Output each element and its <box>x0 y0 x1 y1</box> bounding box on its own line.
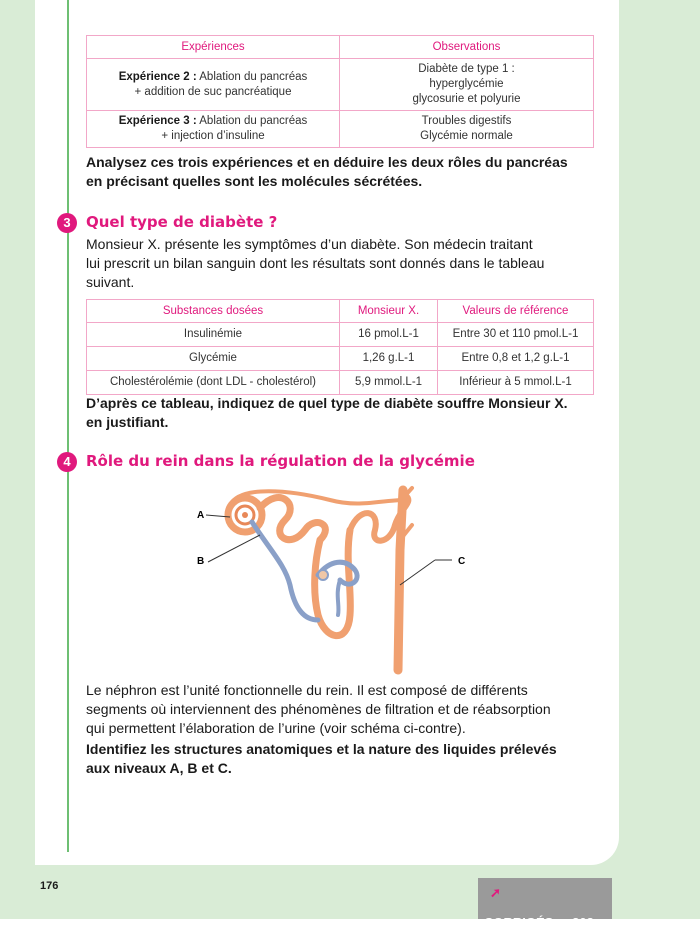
table-cell: Entre 30 et 110 pmol.L-1 <box>438 323 594 347</box>
column-header: Monsieur X. <box>340 300 438 323</box>
blood-vessel <box>252 522 357 620</box>
table-row <box>87 111 594 148</box>
question-3 <box>86 740 601 778</box>
label-b: B <box>197 556 205 567</box>
question-1 <box>86 153 601 191</box>
table-cell <box>340 59 594 111</box>
column-header: Expériences <box>87 36 340 59</box>
label-c: C <box>458 556 466 567</box>
column-header: Substances dosées <box>87 300 340 323</box>
column-header: Valeurs de référence <box>438 300 594 323</box>
paragraph-line: lui prescrit un bilan sanguin dont les résultats sont donnés dans le tableau <box>86 255 545 271</box>
table-cell <box>340 111 594 148</box>
corriges-link[interactable] <box>478 878 612 930</box>
cell-text: + injection d’insuline <box>161 130 265 142</box>
question-line: Analysez ces trois expériences et en déduire les deux rôles du pancréas <box>86 154 568 170</box>
experience-label: Expérience 3 : <box>118 115 197 127</box>
table-cell: 16 pmol.L-1 <box>340 323 438 347</box>
section-title: Rôle du rein dans la régulation de la glycémie <box>86 452 475 470</box>
table-cell: 1,26 g.L-1 <box>340 347 438 371</box>
cell-text: hyperglycémie <box>429 78 504 90</box>
table-row <box>87 323 594 347</box>
section-3-intro <box>86 235 601 292</box>
table-row <box>87 347 594 371</box>
cell-text: Troubles digestifs <box>421 115 512 127</box>
arrow-icon: ➚ <box>490 885 501 900</box>
section-number-badge: 3 <box>57 213 77 233</box>
cell-text: Glycémie normale <box>420 130 513 142</box>
column-header: Observations <box>340 36 594 59</box>
cell-text: Ablation du pancréas <box>196 70 308 83</box>
question-line: en justifiant. <box>86 414 169 430</box>
question-line: Identifiez les structures anatomiques et la nature des liquides prélevés <box>86 741 557 757</box>
section-4-text <box>86 681 601 738</box>
table-row <box>87 371 594 395</box>
experience-label: Expérience 2 : <box>118 70 197 83</box>
table-cell: 5,9 mmol.L-1 <box>340 371 438 395</box>
table-cell <box>87 111 340 148</box>
label-a: A <box>197 510 205 521</box>
table-cell: Cholestérolémie (dont LDL - cholestérol) <box>87 371 340 395</box>
paragraph-line: segments où interviennent des phénomènes de filtration et de réabsorption <box>86 701 551 717</box>
cell-text: glycosurie et polyurie <box>412 93 521 105</box>
paragraph-line: Le néphron est l’unité fonctionnelle du rein. Il est composé de différents <box>86 682 528 698</box>
paragraph-line: suivant. <box>86 274 135 290</box>
nephron-diagram <box>190 480 480 680</box>
paragraph-line: Monsieur X. présente les symptômes d’un diabète. Son médecin traitant <box>86 236 533 252</box>
table-cell: Entre 0,8 et 1,2 g.L-1 <box>438 347 594 371</box>
question-line: D’après ce tableau, indiquez de quel type de diabète souffre Monsieur X. <box>86 395 568 411</box>
question-line: en précisant quelles sont les molécules sécrétées. <box>86 173 423 189</box>
cell-text: Diabète de type 1 : <box>418 63 515 75</box>
table-cell: Glycémie <box>87 347 340 371</box>
page-number: 176 <box>40 880 59 892</box>
paragraph-line: qui permettent l’élaboration de l’urine (voir schéma ci-contre). <box>86 720 466 736</box>
cell-text: + addition de suc pancréatique <box>134 85 292 98</box>
section-title: Quel type de diabète ? <box>86 213 278 231</box>
section-number-badge: 4 <box>57 452 77 472</box>
cell-text: Ablation du pancréas <box>196 115 308 127</box>
label-leaders <box>206 515 452 585</box>
table-header-row <box>87 36 594 59</box>
collecting-duct <box>398 488 412 670</box>
table-row <box>87 59 594 111</box>
table-header-row <box>87 300 594 323</box>
question-line: aux niveaux A, B et C. <box>86 760 232 776</box>
question-2 <box>86 394 601 432</box>
table-cell <box>87 59 340 111</box>
experiences-table <box>86 35 594 148</box>
nephron-tubule <box>228 491 408 635</box>
table-cell: Inférieur à 5 mmol.L-1 <box>438 371 594 395</box>
margin-line <box>67 0 69 852</box>
blood-test-table <box>86 299 594 395</box>
corriges-label: CORRIGÉS p. 303 <box>484 915 594 930</box>
table-cell: Insulinémie <box>87 323 340 347</box>
